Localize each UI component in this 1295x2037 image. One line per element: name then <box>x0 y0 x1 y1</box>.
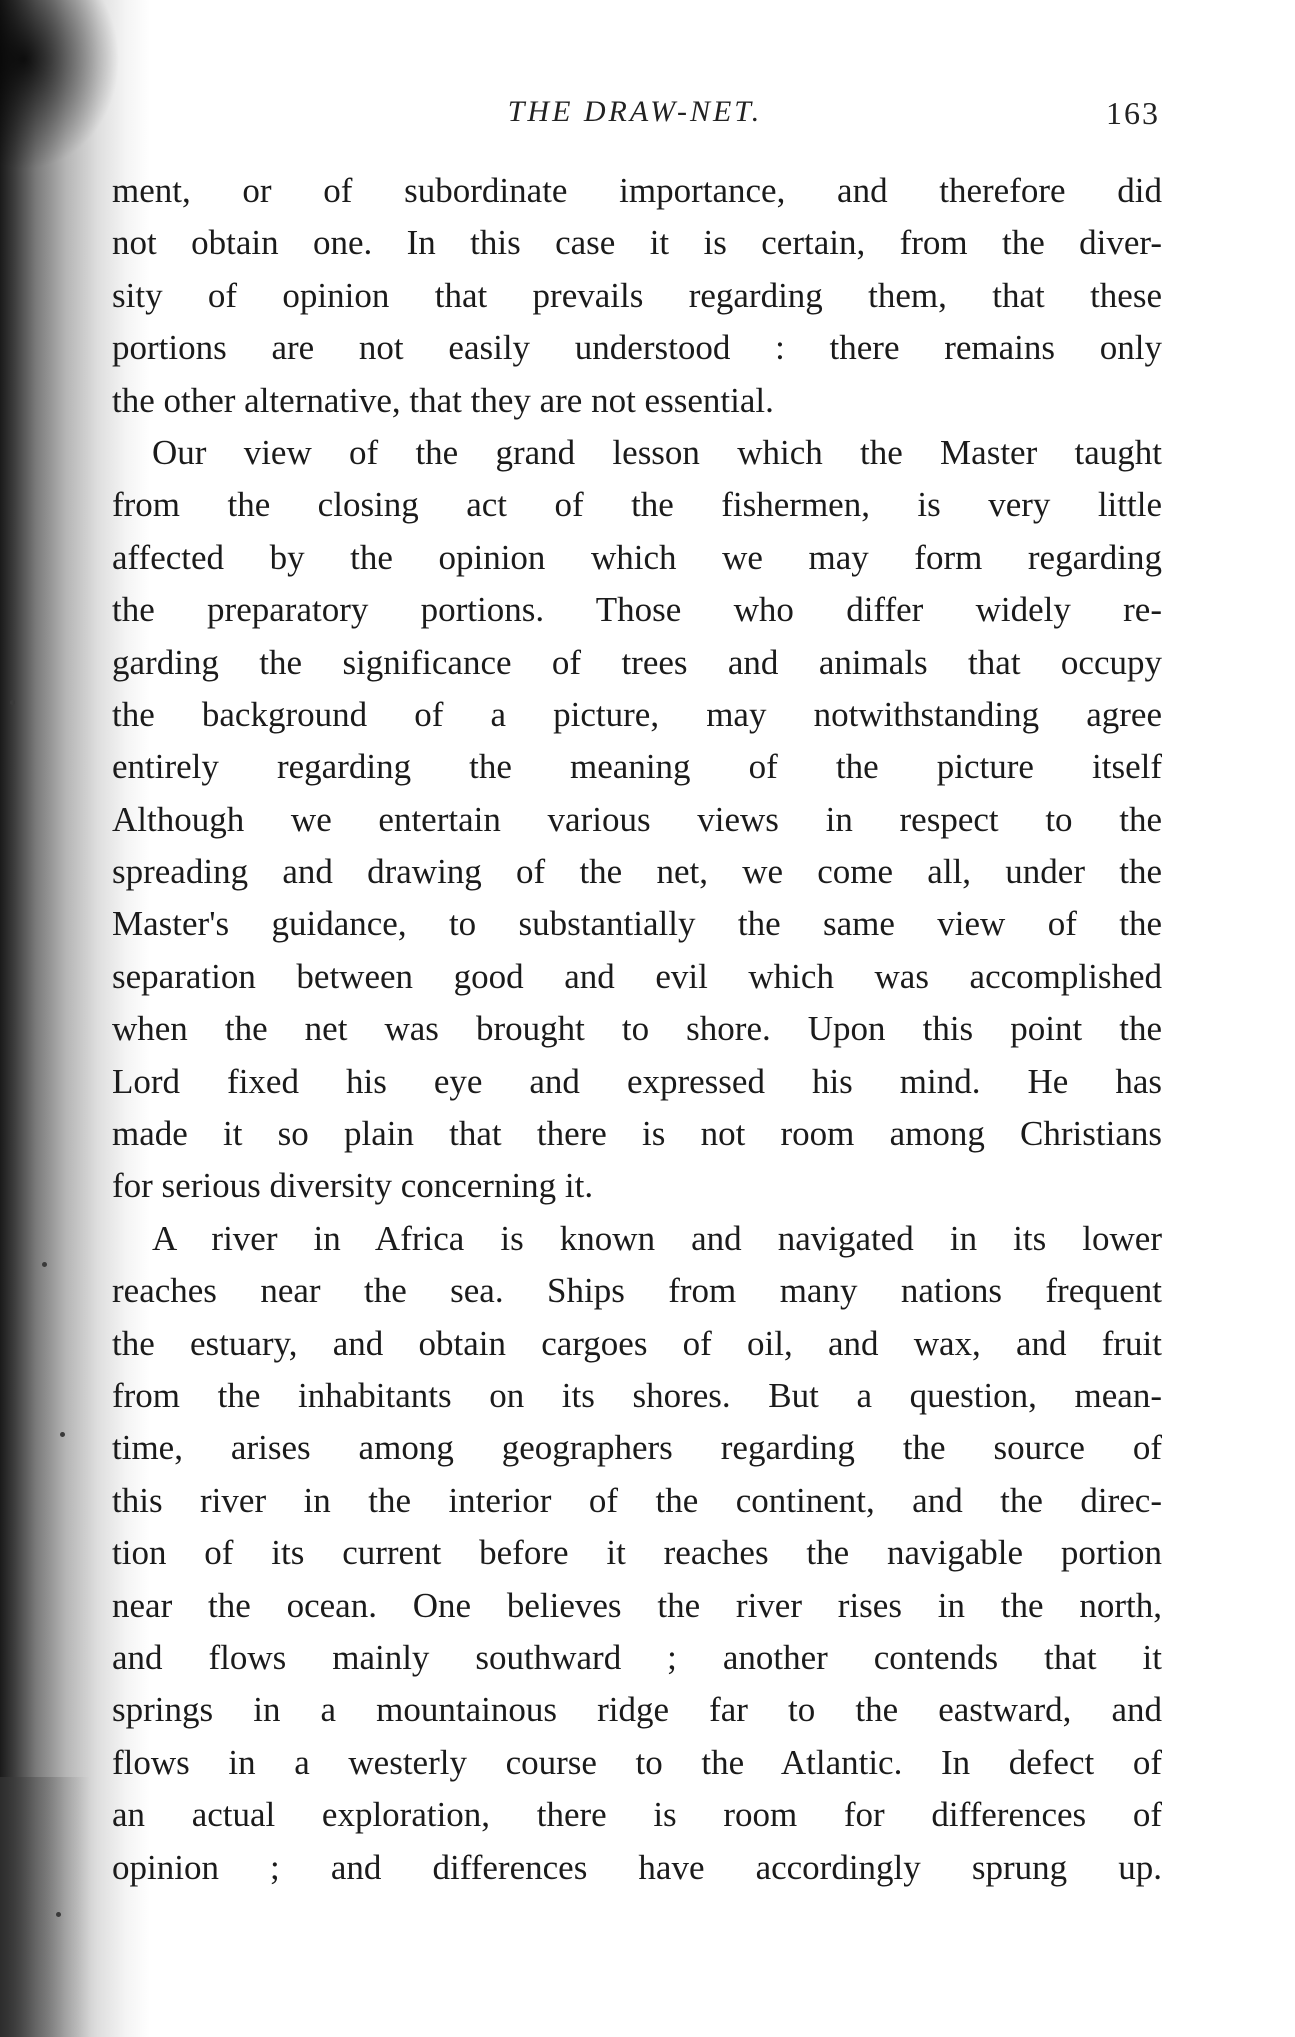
text-line: Although we entertain various views in respect to the <box>112 799 1162 839</box>
text-line: the preparatory portions. Those who differ widely re- <box>112 590 1162 630</box>
scan-speck <box>42 1262 47 1267</box>
text-line: garding the significance of trees and animals that occupy <box>112 642 1162 682</box>
text-line: made it so plain that there is not room among Christians <box>112 1114 1162 1154</box>
scan-speck <box>60 1432 65 1437</box>
text-line: separation between good and evil which was accomplished <box>112 956 1162 996</box>
text-line: from the closing act of the fishermen, is very little <box>112 485 1162 525</box>
text-line: sity of opinion that prevails regarding them, that these <box>112 275 1162 315</box>
text-line: Master's guidance, to substantially the same view of the <box>112 904 1162 944</box>
text-line: when the net was brought to shore. Upon this point the <box>112 1009 1162 1049</box>
text-line: an actual exploration, there is room for differences of <box>112 1795 1162 1835</box>
text-line: not obtain one. In this case it is certain, from the diver- <box>112 223 1162 263</box>
text-line: this river in the interior of the continent, and the direc- <box>112 1480 1162 1520</box>
paragraph-start-line: Our view of the grand lesson which the Master taught <box>152 432 1162 472</box>
text-line: the background of a picture, may notwithstanding agree <box>112 694 1162 734</box>
text-line: entirely regarding the meaning of the picture itself <box>112 747 1162 787</box>
running-head: THE DRAW-NET. <box>507 95 763 128</box>
text-line: for serious diversity concerning it. <box>112 1166 594 1206</box>
text-line: ment, or of subordinate importance, and therefore did <box>112 171 1162 210</box>
paragraph-start-line: A river in Africa is known and navigated in its lower <box>152 1218 1162 1258</box>
text-line: affected by the opinion which we may form regarding <box>112 537 1162 577</box>
body-text <box>112 165 1162 1894</box>
text-line: time, arises among geographers regarding the source of <box>112 1428 1162 1468</box>
page-gutter-bottom-shade <box>0 1777 90 2037</box>
text-line: near the ocean. One believes the river rises in the north, <box>112 1585 1162 1625</box>
scan-speck <box>56 1912 61 1917</box>
text-line: from the inhabitants on its shores. But a question, mean- <box>112 1375 1162 1415</box>
text-line: and flows mainly southward ; another contends that it <box>112 1637 1162 1677</box>
text-line: flows in a westerly course to the Atlantic. In defect of <box>112 1742 1162 1782</box>
page-gutter-dark-corner <box>0 0 120 170</box>
text-line: springs in a mountainous ridge far to the eastward, and <box>112 1690 1162 1730</box>
text-line: Lord fixed his eye and expressed his mind. He has <box>112 1061 1162 1101</box>
scan-speck <box>10 700 15 705</box>
text-line: the estuary, and obtain cargoes of oil, and wax, and fruit <box>112 1323 1162 1363</box>
page-header <box>110 95 1160 135</box>
text-line: portions are not easily understood : there remains only <box>112 328 1162 368</box>
text-line: opinion ; and differences have accordingly sprung up. <box>112 1847 1162 1887</box>
text-line: reaches near the sea. Ships from many nations frequent <box>112 1271 1162 1311</box>
text-line: spreading and drawing of the net, we come all, under the <box>112 852 1162 892</box>
page-number: 163 <box>1106 95 1160 131</box>
text-line: the other alternative, that they are not essential. <box>112 380 774 420</box>
text-line: tion of its current before it reaches the navigable portion <box>112 1533 1162 1573</box>
